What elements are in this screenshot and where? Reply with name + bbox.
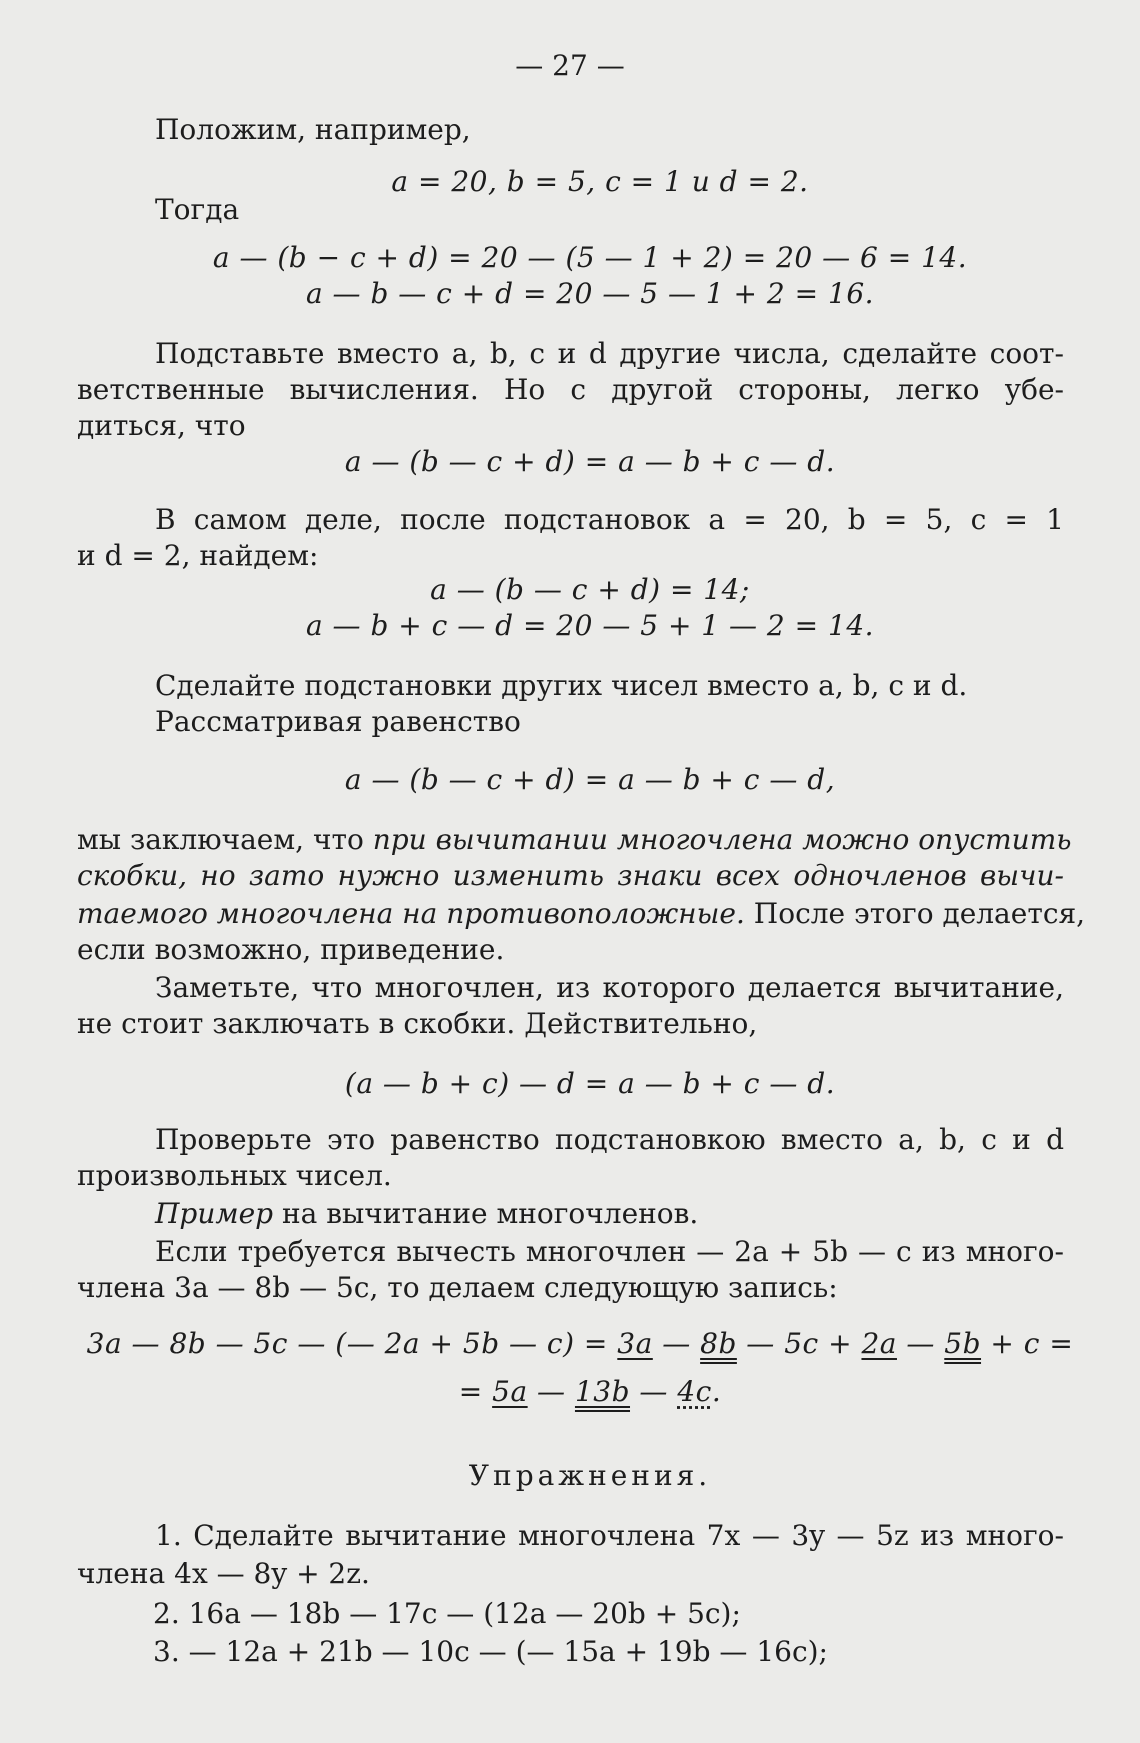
text-run: мы заключаем, что — [77, 823, 373, 856]
text-line — [77, 822, 1072, 858]
exercise-item: члена 4x — 8y + 2z. — [77, 1557, 370, 1590]
formula: a — b + c — d = 20 — 5 + 1 — 2 = 14. — [305, 609, 875, 642]
text-line: диться, что — [77, 409, 246, 442]
formula: a — (b — c + d) = a — b + c — d, — [344, 763, 836, 796]
text-line: В самом деле, после подстановок a = 20, b = 5, c = 1 — [155, 503, 1064, 536]
formula-part: 5c — [784, 1327, 819, 1360]
text-line: члена 3a — 8b — 5c, то делаем следующую запись: — [77, 1271, 838, 1304]
underlined-term: 13b — [574, 1375, 631, 1408]
text-line: и d = 2, найдем: — [77, 539, 319, 572]
underlined-term: 4c — [677, 1375, 712, 1408]
underlined-term: 5a — [492, 1375, 528, 1408]
exercise-item: 2. 16a — 18b — 17c — (12a — 20b + 5c); — [153, 1597, 741, 1630]
text-line: Рассматривая равенство — [155, 705, 521, 738]
text-line — [77, 896, 1086, 932]
formula: a — b — c + d = 20 — 5 — 1 + 2 = 16. — [305, 277, 875, 310]
text-line: не стоит заключать в скобки. Действительно, — [77, 1007, 758, 1040]
formula-part: c — [1023, 1327, 1040, 1360]
text-run: После этого делается, — [744, 897, 1086, 930]
text-line: ветственные вычисления. Но с другой стороны, легко убе- — [77, 373, 1064, 406]
italic-rule-text: таемого многочлена на противоположные. — [77, 897, 745, 930]
text-run: на вычитание многочленов. — [273, 1197, 699, 1230]
formula: a — (b — c + d) = a — b + c — d. — [344, 445, 836, 478]
page-number: — 27 — — [515, 49, 625, 82]
formula: a — (b — c + d) = 14; — [430, 573, 750, 606]
formula-result — [0, 1374, 1140, 1410]
formula: (a — b + c) — d = a — b + c — d. — [344, 1067, 836, 1100]
formula-part: 3a — 8b — 5c — (— 2a + 5b — c) = — [86, 1327, 618, 1360]
underlined-term: 8b — [700, 1327, 737, 1360]
formula-example — [0, 1326, 1140, 1362]
italic-label: Пример — [155, 1197, 274, 1230]
exercise-item: 1. Сделайте вычитание многочлена 7x — 3y — 5z из много- — [155, 1519, 1064, 1552]
text-line: Если требуется вычесть многочлен — 2a + 5b — c из много- — [155, 1235, 1064, 1268]
formula-part: + — [818, 1327, 862, 1360]
text-line: произвольных чисел. — [77, 1159, 392, 1192]
formula-part: — — [630, 1375, 678, 1408]
underlined-term: 5b — [944, 1327, 982, 1360]
formula-part: = — [458, 1375, 493, 1408]
text-line: Заметьте, что многочлен, из которого делается вычитание, — [155, 971, 1064, 1004]
formula-part: — — [896, 1327, 945, 1360]
text-line: Сделайте подстановки других чисел вместо a, b, c и d. — [155, 669, 968, 702]
formula-part: — — [652, 1327, 701, 1360]
section-heading: Упражнения. — [468, 1459, 712, 1492]
formula-part: . — [711, 1375, 722, 1408]
text-line — [0, 1196, 1140, 1232]
text-line: Положим, например, — [155, 113, 471, 146]
italic-rule-text: скобки, но зато нужно изменить знаки всех одночленов вычи- — [77, 859, 1064, 892]
text-line: Тогда — [155, 193, 240, 226]
formula-part: — — [527, 1375, 575, 1408]
text-line: если возможно, приведение. — [77, 933, 505, 966]
formula-part: + — [981, 1327, 1024, 1360]
italic-rule-text: при вычитании многочлена можно опустить — [372, 823, 1072, 856]
text-line: Подставьте вместо a, b, c и d другие числа, сделайте соот- — [155, 337, 1064, 370]
exercise-item: 3. — 12a + 21b — 10c — (— 15a + 19b — 16c); — [153, 1635, 828, 1668]
formula: a = 20, b = 5, c = 1 и d = 2. — [391, 165, 809, 198]
formula-part: = — [1039, 1327, 1074, 1360]
underlined-term: 2a — [861, 1327, 897, 1360]
text-line: Проверьте это равенство подстановкою вместо a, b, c и d — [155, 1123, 1064, 1156]
formula-part: — — [736, 1327, 785, 1360]
underlined-term: 3a — [617, 1327, 653, 1360]
formula: a — (b − c + d) = 20 — (5 — 1 + 2) = 20 — 6 = 14. — [212, 241, 968, 274]
